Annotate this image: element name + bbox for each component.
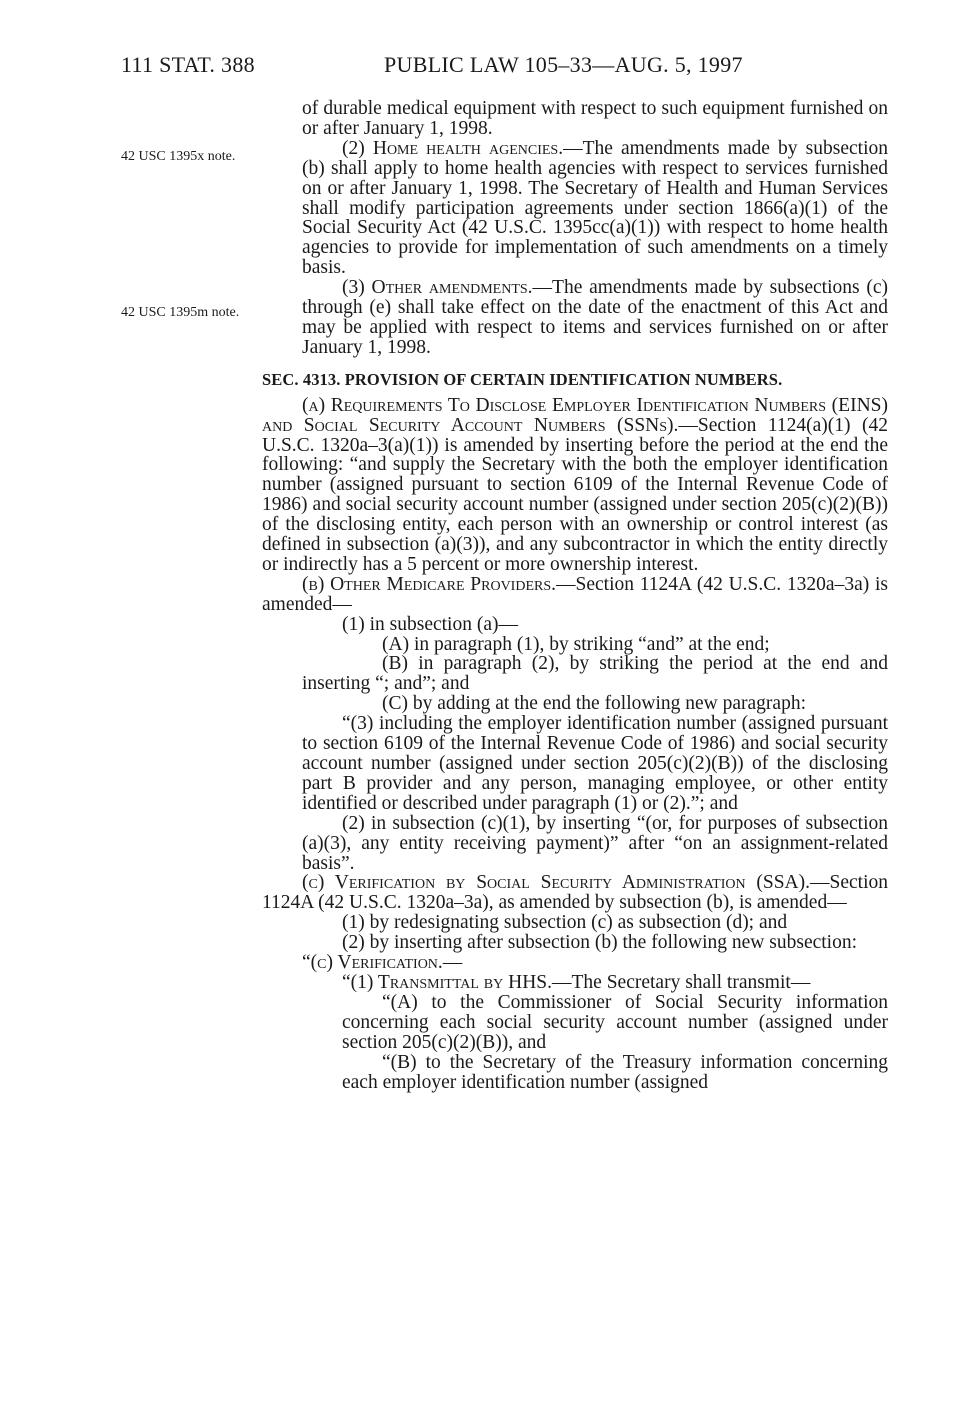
- paragraph-heading: (2) Home health agencies.: [342, 137, 564, 159]
- paragraph: of durable medical equipment with respect to such equipment furnished on or after January 1, 1998.: [302, 98, 888, 139]
- paragraph: [262, 953, 888, 973]
- paragraph: (B) in paragraph (2), by striking the period at the end and inserting “; and”; and: [302, 653, 888, 695]
- paragraph-text: —: [442, 952, 463, 974]
- paragraph: (2) by inserting after subsection (b) the following new subsection:: [342, 932, 858, 954]
- paragraph: [262, 973, 888, 993]
- paragraph: (2) in subsection (c)(1), by inserting “(or, for purposes of subsection (a)(3), any entity receiving payment)” after “on an assignment-related basis”.: [302, 812, 888, 874]
- paragraph: (C) by adding at the end the following new paragraph:: [382, 693, 807, 715]
- page-header: [121, 52, 891, 82]
- paragraph: [262, 139, 888, 278]
- paragraph: (1) in subsection (a)—: [342, 613, 518, 635]
- body-text: [262, 99, 888, 1092]
- paragraph-text: —The amendments made by subsection (b) shall apply to home health agencies with respect to services furnished on or after January 1, 1998. The Secretary of Health and Human Services shall modify participation agreements under section 1866(a)(1) of the Social Security Act (42 U.S.C. 1395cc(a)(1)) with respect to home health agencies to provide for implementation of such amendments on a timely basis.: [302, 137, 888, 279]
- paragraph: (1) by redesignating subsection (c) as subsection (d); and: [342, 912, 788, 934]
- section-heading: SEC. 4313. PROVISION OF CERTAIN IDENTIFICATION NUMBERS.: [262, 369, 783, 389]
- paragraph: [262, 575, 888, 615]
- statute-page-number: 111 STAT. 388: [121, 52, 255, 77]
- running-title: PUBLIC LAW 105–33—AUG. 5, 1997: [384, 52, 743, 77]
- paragraph-text: —Section 1124A (42 U.S.C. 1320a–3a) is amended—: [262, 573, 889, 615]
- paragraph-text: —Section 1124(a)(1) (42 U.S.C. 1320a–3(a)(1)) is amended by inserting before the period at the end the following: “and supply the Secretary with the both the employer identification number (assigned pursuant to section 6109 of the Internal Revenue Code of 1986) and social security account number (assigned under section 205(c)(2)(B)) of the disclosing entity, each person with an ownership or control interest (as defined in subsection (a)(3)), and any subcontractor in which the entity directly or indirectly has a 5 percent or more ownership interest.: [262, 414, 888, 575]
- paragraph: “(B) to the Secretary of the Treasury information concerning each employer identification number (assigned: [342, 1051, 888, 1093]
- paragraph: [262, 396, 888, 575]
- paragraph-text: —The Secretary shall transmit—: [552, 971, 811, 993]
- paragraph-heading: (3) Other amendments.: [342, 277, 533, 299]
- paragraph-heading: (b) Other Medicare Providers.: [302, 573, 557, 595]
- paragraph-heading: “(1) Transmittal by HHS.: [342, 971, 553, 993]
- margin-note: 42 USC 1395m note.: [121, 305, 240, 320]
- paragraph: [262, 278, 888, 358]
- paragraph-heading: “(c) Verification.: [302, 952, 443, 974]
- paragraph: [262, 873, 888, 913]
- margin-note: 42 USC 1395x note.: [121, 149, 236, 164]
- paragraph-heading: (c) Verification by Social Security Administration (SSA).: [302, 872, 810, 894]
- paragraph: “(A) to the Commissioner of Social Security information concerning each social security account number (assigned under section 205(c)(2)(B)), and: [342, 991, 888, 1053]
- paragraph: “(3) including the employer identification number (assigned pursuant to section 6109 of the Internal Revenue Code of 1986) and social security account number (assigned under section 205(c)(2)(B)) of the disclosing part B provider and any person, managing employee, or other entity identified or described under paragraph (1) or (2).”; and: [302, 713, 888, 814]
- paragraph: (A) in paragraph (1), by striking “and” at the end;: [382, 633, 770, 655]
- paragraph-text: —Section 1124A (42 U.S.C. 1320a–3a), as amended by subsection (b), is amended—: [262, 872, 888, 914]
- paragraph-heading: (a) Requirements To Disclose Employer Identification Numbers (EINS) and Social Security Account Numbers (SSNs).: [262, 394, 888, 436]
- paragraph-text: —The amendments made by subsections (c) through (e) shall take effect on the date of the enactment of this Act and may be applied with respect to items and services furnished on or after January 1, 1998.: [302, 277, 888, 358]
